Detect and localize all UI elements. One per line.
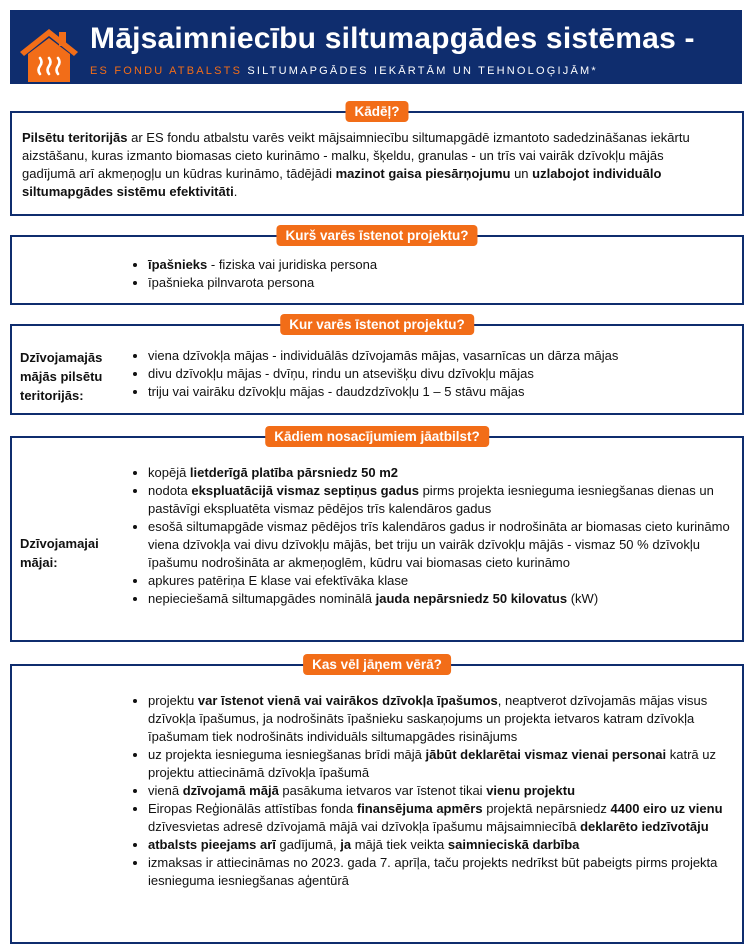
list-item: • īpašnieks - fiziska vai juridiska persona [148, 256, 377, 274]
conditions-side-label: Dzīvojamajai mājai: [20, 536, 99, 570]
conditions-list [132, 464, 740, 608]
section-why [10, 104, 744, 216]
list-item: • Eiropas Reģionālās attīstības fonda finansējuma apmērs projektā nepārsniedz 4400 eiro uz vienu dzīvesvietas adresē dzīvojamā mājā vai dzīvokļa īpašumu mājsaimniecībā deklarēto iedzīvotāju [148, 800, 740, 836]
list-item: • nodota ekspluatācijā vismaz septiņus gadus pirms projekta iesnieguma iesniegšanas dienas un pastāvīgi ekspluatēta vismaz pēdējos trīs kalendāros gadus [148, 482, 740, 518]
section-who-tag: Kurš varēs īstenot projektu? [276, 225, 477, 246]
list-item: • īpašnieka pilnvarota persona [148, 274, 377, 292]
house-heating-icon [18, 26, 80, 84]
list-item: • atbalsts pieejams arī gadījumā, ja mājā tiek veikta saimnieciskā darbība [148, 836, 740, 854]
list-item: • projektu var īstenot vienā vai vairākos dzīvokļa īpašumos, neaptverot dzīvojamās mājas visus dzīvokļa īpašumus, ja nodrošināts īpašnieku saskaņojums un projekta ietvaros katram dzīvokļa īpašumam tiek nodrošināts individuāls siltumapgādes risinājums [148, 692, 740, 746]
section-notes-tag: Kas vēl jāņem vērā? [303, 654, 451, 675]
notes-list [132, 692, 740, 890]
subtitle-accent: ES FONDU ATBALSTS [90, 65, 243, 77]
list-item: • izmaksas ir attiecināmas no 2023. gada 7. aprīļa, taču projekts nedrīkst būt pabeigts pirms projekta iesnieguma iesniegšanas aģentūrā [148, 854, 740, 890]
list-item: • esošā siltumapgāde vismaz pēdējos trīs kalendāros gadus ir nodrošināta ar biomasas cieto kurināmo viena dzīvokļa vai divu dzīvokļu mājās, bet triju un vairāk dzīvokļu mājās - vismaz 50 % dzīvokļu īpašumu nodrošināta ar akmeņoglēm, kūdru vai biomasas cieto kurināmo [148, 518, 740, 572]
list-item: • divu dzīvokļu mājas - dvīņu, rindu un atsevišķu divu dzīvokļu mājas [148, 365, 738, 383]
section-why-tag: Kādēļ? [345, 101, 408, 122]
header-banner [10, 10, 742, 84]
list-item: • apkures patēriņa E klase vai efektīvāka klase [148, 572, 740, 590]
section-why-text: Pilsētu teritorijās ar ES fondu atbalstu varēs veikt mājsaimniecību siltumapgādē izmantoto sadedzināšanas iekārtu aizstāšanu, kuras izmanto biomasas cieto kurināmo - malku, šķeldu, granulas - un trīs vai vairāk dzīvokļu mājās gadījumā arī akmeņogļu un kūdras kurināmo, tādējādi mazinot gaisa piesārņojumu un uzlabojot individuālo siltumapgādes sistēmu efektivitāti. [22, 130, 690, 199]
list-item: • viena dzīvokļa mājas - individuālās dzīvojamās mājas, vasarnīcas un dārza mājas [148, 347, 738, 365]
section-who [10, 228, 744, 305]
section-where [10, 317, 744, 415]
section-where-tag: Kur varēs īstenot projektu? [280, 314, 474, 335]
subtitle-rest: SILTUMAPGĀDES IEKĀRTĀM UN TEHNOLOĢIJĀM* [242, 65, 598, 77]
page-subtitle [90, 65, 598, 77]
where-list [132, 347, 738, 401]
who-list [132, 256, 377, 292]
list-item: • kopējā lietderīgā platība pārsniedz 50 m2 [148, 464, 740, 482]
section-notes [10, 657, 744, 944]
section-conditions [10, 429, 744, 642]
page-title: Mājsaimniecību siltumapgādes sistēmas - [90, 22, 695, 55]
section-conditions-tag: Kādiem nosacījumiem jāatbilst? [265, 426, 489, 447]
where-side-label: Dzīvojamajās mājās pilsētu teritorijās: [20, 350, 103, 403]
list-item: • vienā dzīvojamā mājā pasākuma ietvaros var īstenot tikai vienu projektu [148, 782, 740, 800]
list-item: • triju vai vairāku dzīvokļu mājas - daudzdzīvokļu 1 – 5 stāvu mājas [148, 383, 738, 401]
list-item: • nepieciešamā siltumapgādes nominālā jauda nepārsniedz 50 kilovatus (kW) [148, 590, 740, 608]
list-item: • uz projekta iesnieguma iesniegšanas brīdi mājā jābūt deklarētai vismaz vienai personai katrā uz projektu attiecināmā dzīvokļa īpašumā [148, 746, 740, 782]
